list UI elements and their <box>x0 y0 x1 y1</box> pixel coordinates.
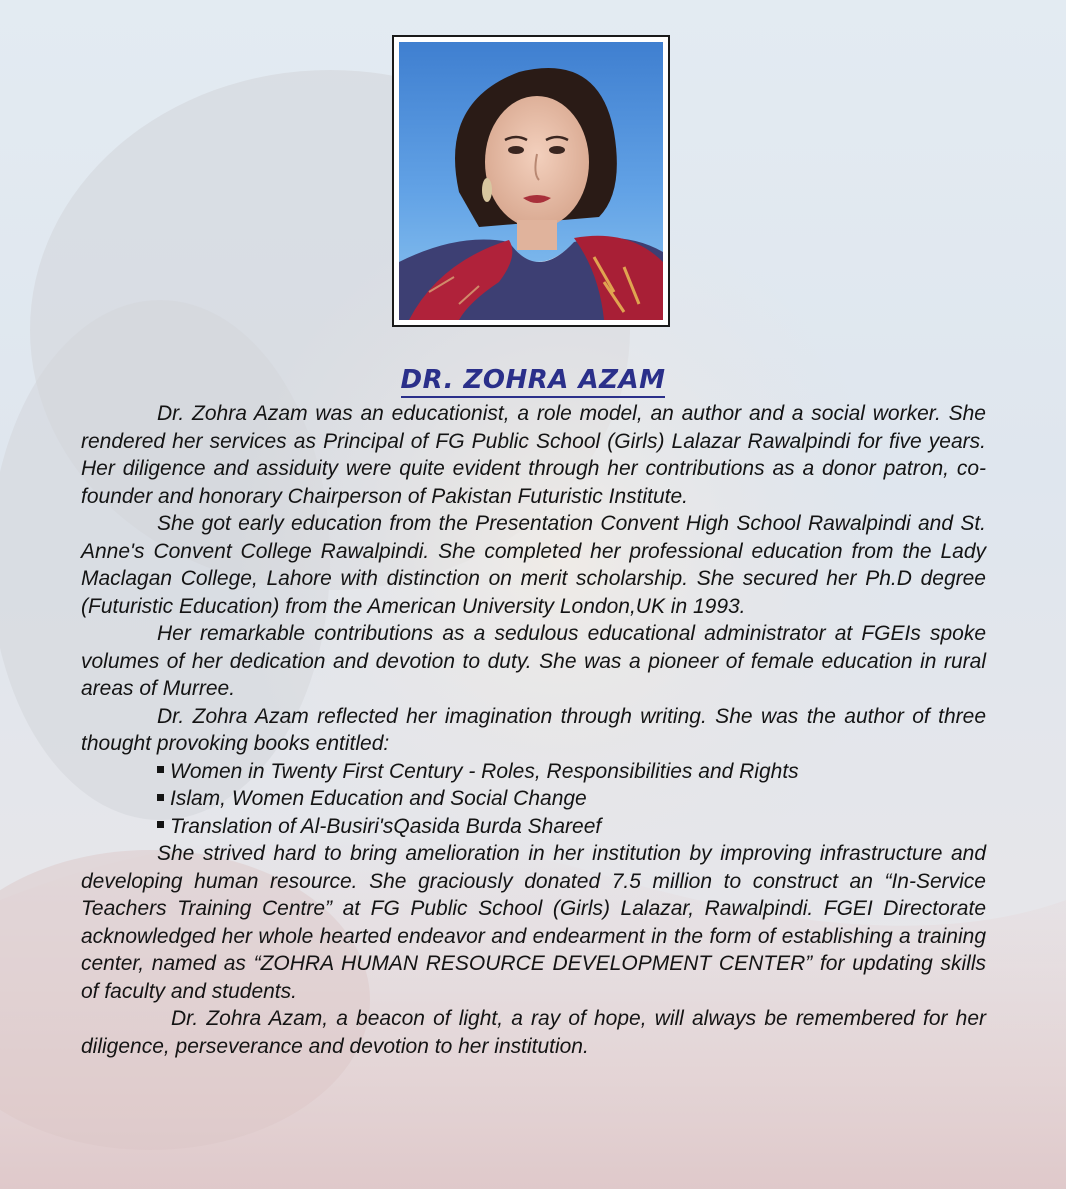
book-list-item <box>81 813 986 841</box>
book-list-item <box>81 758 986 786</box>
biography-paragraph-education: She got early education from the Presentation Convent High School Rawalpindi and St. Anne's Convent College Rawalpindi. She completed her professional education from the Lady Maclagan College, Lahore with distinction on merit scholarship. She secured her Ph.D degree (Futuristic Education) from the American University London,UK in 1993. <box>81 512 986 618</box>
biography-paragraph-closing: Dr. Zohra Azam, a beacon of light, a ray of hope, will always be remembered for her diligence, perseverance and devotion to her institution. <box>81 1007 986 1058</box>
biography-paragraph-intro: Dr. Zohra Azam was an educationist, a role model, an author and a social worker. She rendered her services as Principal of FG Public School (Girls) Lalazar Rawalpindi for five years. Her diligence and assiduity were quite evident through her contributions as a donor patron, co-founder and honorary Chairperson of Pakistan Futuristic Institute. <box>81 402 986 508</box>
biography-content <box>81 400 986 1060</box>
biography-paragraph-contributions: Her remarkable contributions as a sedulous educational administrator at FGEIs spoke volumes of her dedication and devotion to duty. She was a pioneer of female education in rural areas of Murree. <box>81 622 986 700</box>
portrait-photo-frame <box>392 35 670 327</box>
book-title: Islam, Women Education and Social Change <box>170 787 587 810</box>
bullet-icon <box>157 821 164 828</box>
book-title: Translation of Al-Busiri'sQasida Burda Shareef <box>170 814 602 838</box>
bullet-icon <box>157 766 164 773</box>
bullet-icon <box>157 794 164 801</box>
page-title <box>0 365 1066 395</box>
biography-paragraph-writing: Dr. Zohra Azam reflected her imagination through writing. She was the author of three thought provoking books entitled: <box>81 704 986 755</box>
page-title-text: DR. ZOHRA AZAM <box>401 365 666 398</box>
book-title: Women in Twenty First Century - Roles, Responsibilities and Rights <box>170 759 799 783</box>
biography-paragraph-institution: She strived hard to bring amelioration in her institution by improving infrastructure and developing human resource. She graciously donated 7.5 million to construct an “In-Service Teachers Training Centre” at FG Public School (Girls) Lalazar, Rawalpindi. FGEI Directorate acknowledged her whole hearted endeavor and endearment in the form of establishing a training center, named as “ZOHRA HUMAN RESOURCE DEVELOPMENT CENTER” for updating skills of faculty and students. <box>81 842 986 1003</box>
books-list <box>81 758 986 841</box>
portrait-photo <box>399 42 663 320</box>
book-list-item <box>81 785 986 813</box>
